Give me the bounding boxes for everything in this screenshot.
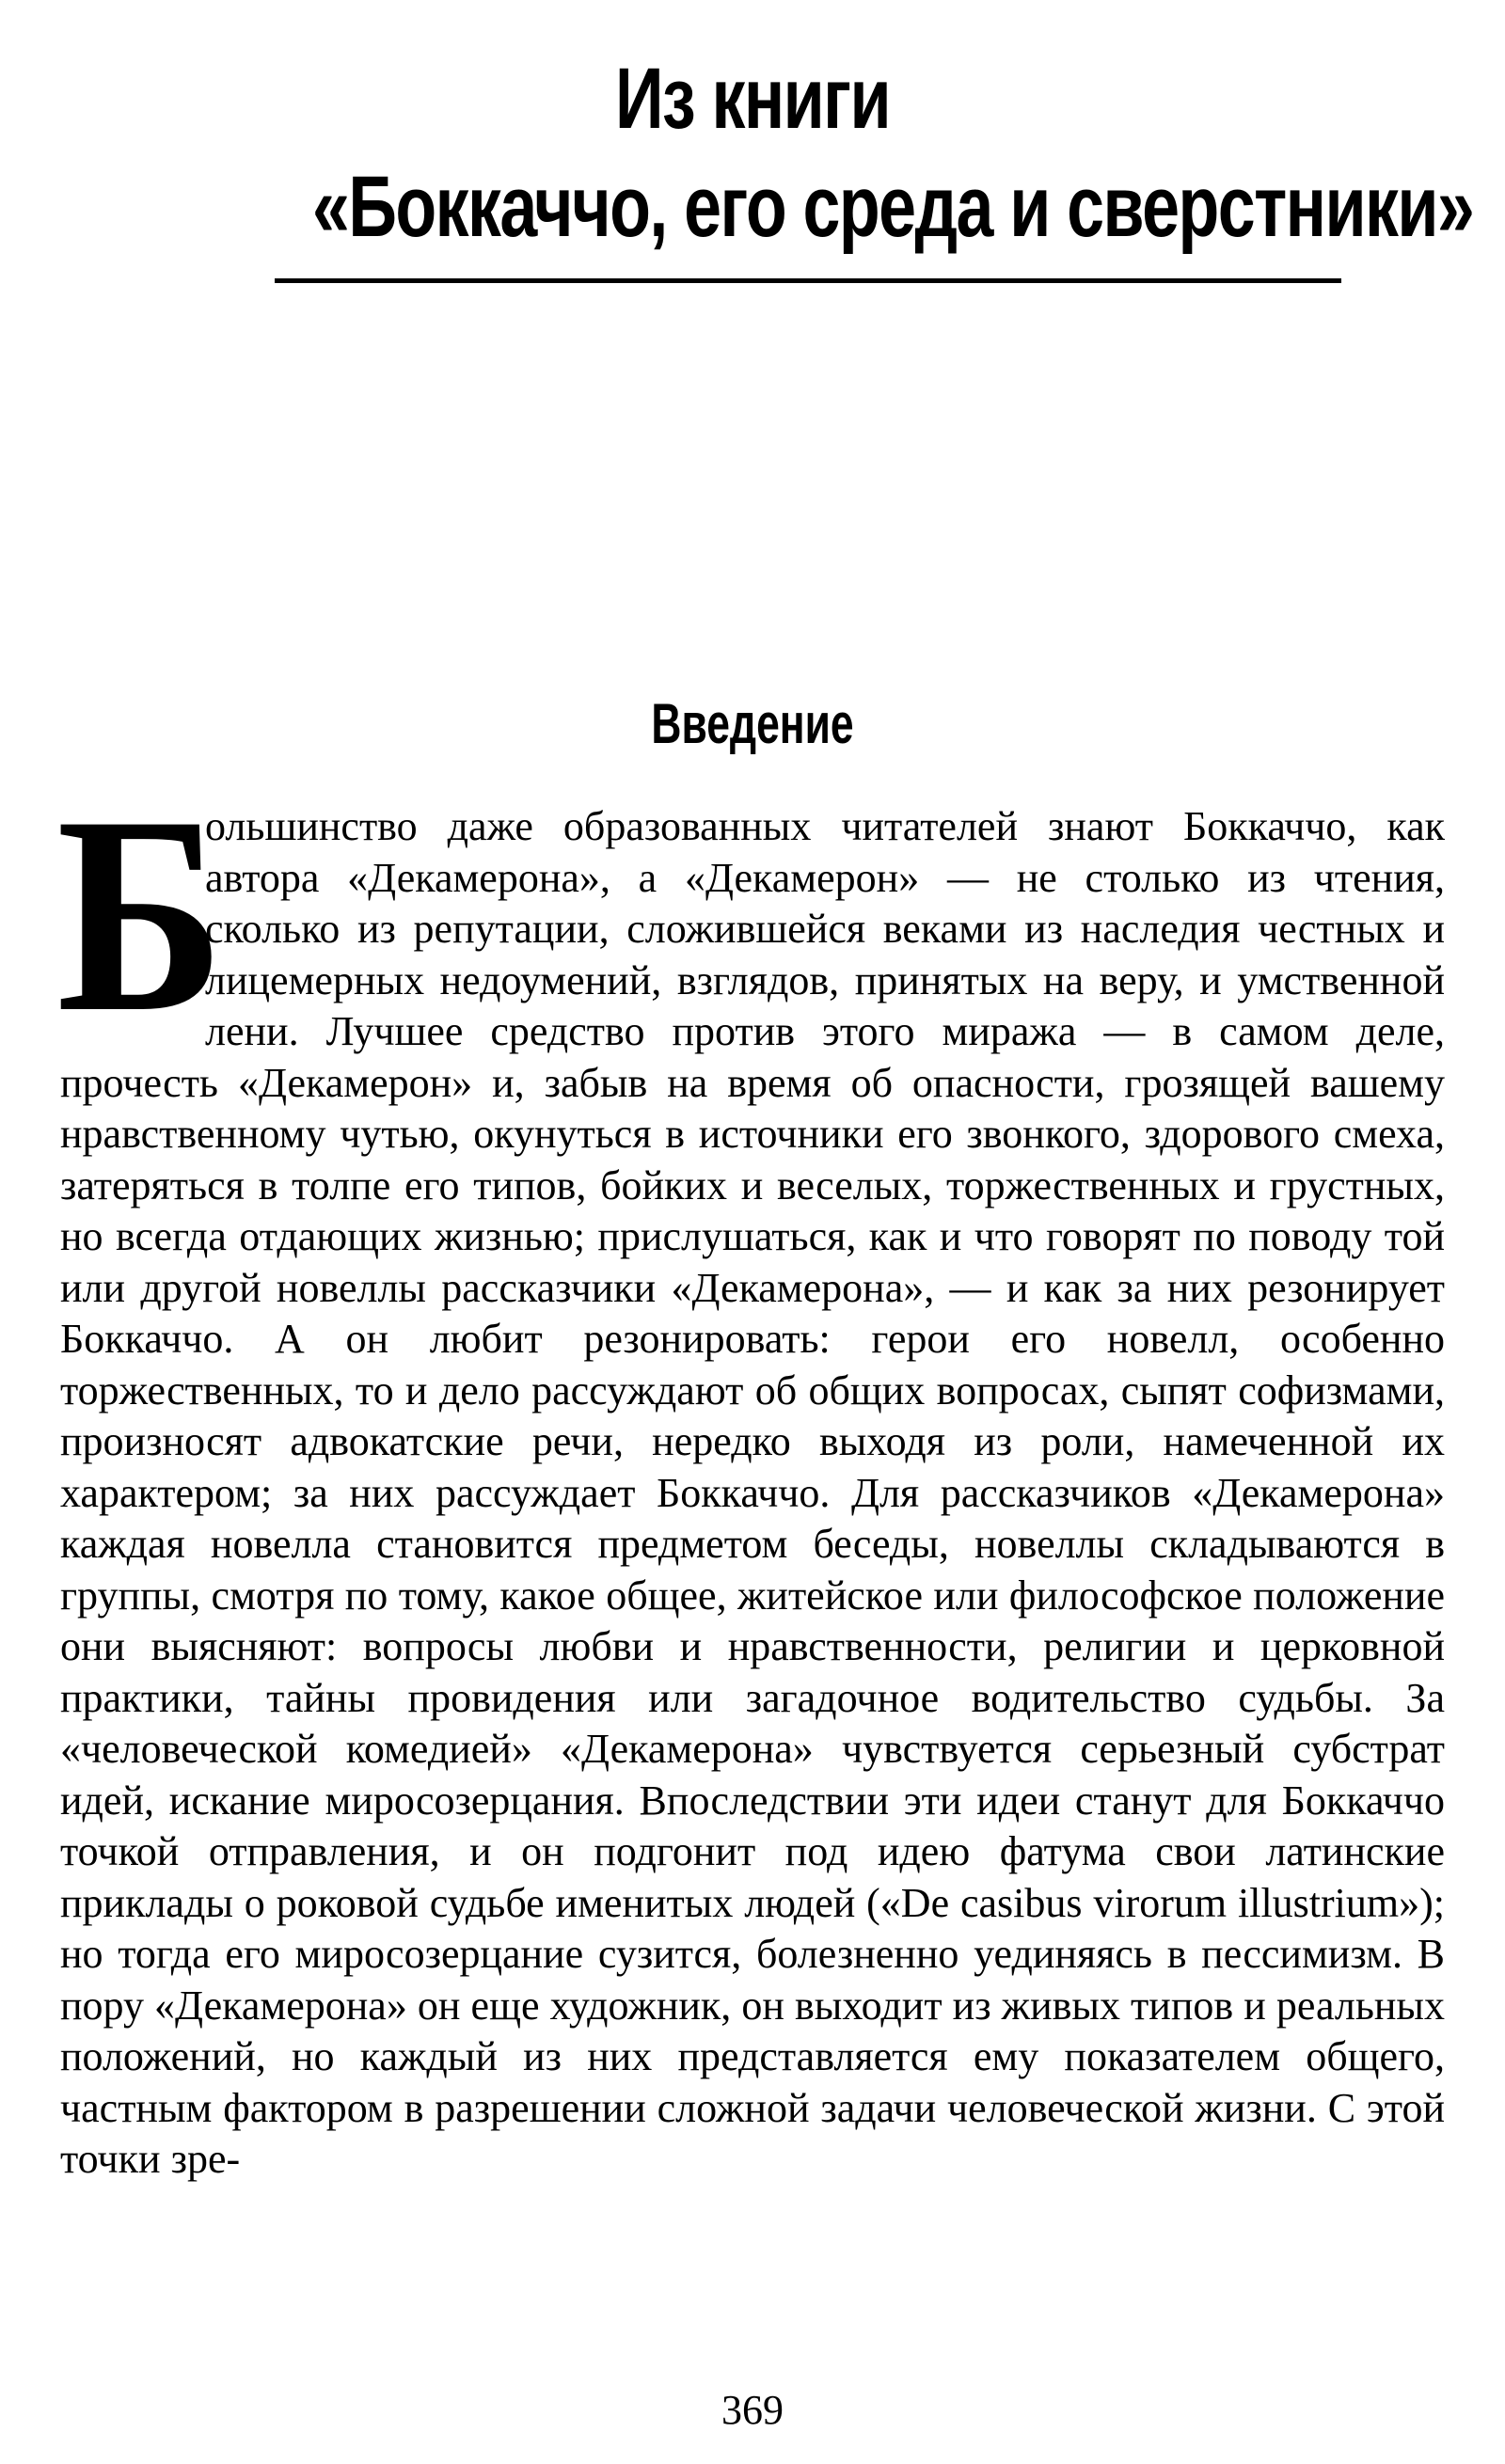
page-number: 369 bbox=[721, 2387, 784, 2433]
body-paragraph-text: ольшинство даже образованных читателей знают Боккаччо, как автора «Декамерона», а «Декамерон» — не столько из чтения, сколько из репутации, сложившейся веками из наследия честных и лицемерных недоумений, взглядов, принятых на веру, и умственной лени. Лучшее средство против этого миража — в самом деле, прочесть «Декамерон» и, забыв на время об опасности, грозящей вашему нравственному чутью, окунуться в источники его звонкого, здорового смеха, затеряться в толпе его типов, бойких и веселых, торжественных и грустных, но всегда отдающих жизнью; прислушаться, как и что говорят по поводу той или другой новеллы рассказчики «Декамерона», — и как за них резонирует Боккаччо. А он любит резонировать: герои его новелл, особенно торжественных, то и дело рассуждают об общих вопросах, сыпят софизмами, произносят адвокатские речи, нередко выходя из роли, намеченной их характером; за них рассуждает Боккаччо. Для рассказчиков «Декамерона» каждая новелла становится предметом беседы, новеллы складываются в группы, смотря по тому, какое общее, житейское или философское положение они выясняют: вопросы любви и нравственности, религии и церковной практики, тайны провидения или загадочное водительство судьбы. За «человеческой комедией» «Декамерона» чувствуется серьезный субстрат идей, искание миросозерцания. Впоследствии эти идеи станут для Боккаччо точкой отправления, и он подгонит под идею фатума свои латинские приклады о роковой судьбе именитых людей («De casibus virorum illustrium»); но тогда его миросозерцание сузится, болезненно уединяясь в пессимизм. В пору «Декамерона» он еще художник, он выходит из живых типов и реальных положений, но каждый из них представляется ему показателем общего, частным фактором в разрешении сложной задачи человеческой жизни. С этой точки зре- bbox=[60, 803, 1445, 2182]
chapter-title-line-1: Из книги bbox=[614, 51, 891, 147]
chapter-title-line-2: «Боккаччо, его среда и сверстники» bbox=[312, 159, 1474, 255]
title-divider bbox=[275, 278, 1341, 283]
body-paragraph bbox=[56, 758, 1445, 2186]
drop-cap-letter: Б bbox=[56, 758, 225, 1070]
section-heading: Введение bbox=[651, 692, 854, 755]
chapter-title bbox=[188, 45, 1474, 261]
